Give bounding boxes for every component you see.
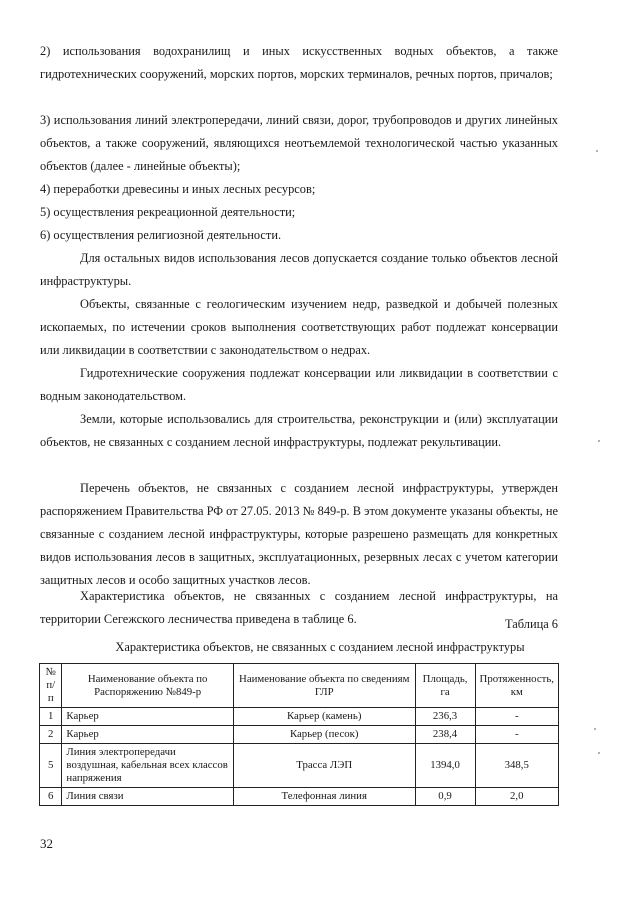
cell-glr: Карьер (камень) [233, 708, 415, 726]
cell-glr: Карьер (песок) [233, 726, 415, 744]
table-row [40, 708, 559, 726]
table-row [40, 744, 559, 788]
cell-num: 1 [40, 708, 62, 726]
paragraph-table-intro: Характеристика объектов, не связанных с созданием лесной инфраструктуры, на территории Сегежского лесничества приведена в таблице 6. [40, 589, 558, 626]
scan-speck [594, 728, 596, 730]
cell-name: Карьер [62, 708, 233, 726]
cell-length: - [475, 708, 559, 726]
cell-area: 238,4 [415, 726, 475, 744]
paragraph-item-6: 6) осуществления религиозной деятельности. [40, 228, 282, 242]
cell-area: 0,9 [415, 788, 475, 806]
cell-length: - [475, 726, 559, 744]
header-name: Наименование объекта по Распоряжению №849-р [62, 664, 233, 708]
paragraph-item-4: 4) переработки древесины и иных лесных ресурсов; [40, 182, 316, 196]
cell-glr: Телефонная линия [233, 788, 415, 806]
cell-area: 236,3 [415, 708, 475, 726]
page-number: 32 [40, 836, 53, 851]
table-row [40, 726, 559, 744]
objects-table [39, 663, 559, 806]
paragraph-item-3: 3) использования линий электропередачи, линий связи, дорог, трубопроводов и других линейных объектов, а также сооружений, являющихся неотъемлемой технологической частью указанных объектов (далее - линейные объекты); [40, 113, 558, 173]
cell-name: Карьер [62, 726, 233, 744]
header-num: № п/п [40, 664, 62, 708]
header-area: Площадь, га [415, 664, 475, 708]
cell-glr: Трасса ЛЭП [233, 744, 415, 788]
paragraph-other-uses: Для остальных видов использования лесов допускается создание только объектов лесной инфраструктуры. [40, 251, 558, 288]
paragraph-object-list: Перечень объектов, не связанных с созданием лесной инфраструктуры, утвержден распоряжением Правительства РФ от 27.05. 2013 № 849-р. В этом документе указаны объекты, не связанные с созданием лесной инфраструктуры, которые разрешено размещать для конкретных видов использования лесов в защитных, эксплуатационных, резервных лесах с учетом категории защитных лесов и особо защитных участков лесов. [40, 481, 558, 587]
scan-speck [596, 150, 598, 152]
header-glr: Наименование объекта по сведениям ГЛР [233, 664, 415, 708]
cell-length: 2,0 [475, 788, 559, 806]
scan-speck [598, 440, 600, 442]
table-label: Таблица 6 [505, 617, 558, 631]
paragraph-hydro: Гидротехнические сооружения подлежат консервации или ликвидации в соответствии с водным законодательством. [40, 366, 558, 403]
paragraph-geology: Объекты, связанные с геологическим изучением недр, разведкой и добычей полезных ископаемых, по истечении сроков выполнения соответствующих работ подлежат консервации или ликвидации в соответствии с законодательством о недрах. [40, 297, 558, 357]
cell-num: 5 [40, 744, 62, 788]
paragraph-item-5: 5) осуществления рекреационной деятельности; [40, 205, 296, 219]
table-header-row [40, 664, 559, 708]
cell-area: 1394,0 [415, 744, 475, 788]
header-length: Протяженность, км [475, 664, 559, 708]
table-title: Характеристика объектов, не связанных с созданием лесной инфраструктуры [115, 640, 525, 654]
cell-num: 6 [40, 788, 62, 806]
scan-speck [598, 752, 600, 754]
cell-name: Линия связи [62, 788, 233, 806]
cell-num: 2 [40, 726, 62, 744]
cell-name: Линия электропередачи воздушная, кабельная всех классов напряжения [62, 744, 233, 788]
cell-length: 348,5 [475, 744, 559, 788]
paragraph-item-2: 2) использования водохранилищ и иных искусственных водных объектов, а также гидротехнических сооружений, морских портов, морских терминалов, речных портов, причалов; [40, 44, 558, 81]
table-row [40, 788, 559, 806]
paragraph-land-reclamation: Земли, которые использовались для строительства, реконструкции и (или) эксплуатации объектов, не связанных с созданием лесной инфраструктуры, подлежат рекультивации. [40, 412, 558, 449]
